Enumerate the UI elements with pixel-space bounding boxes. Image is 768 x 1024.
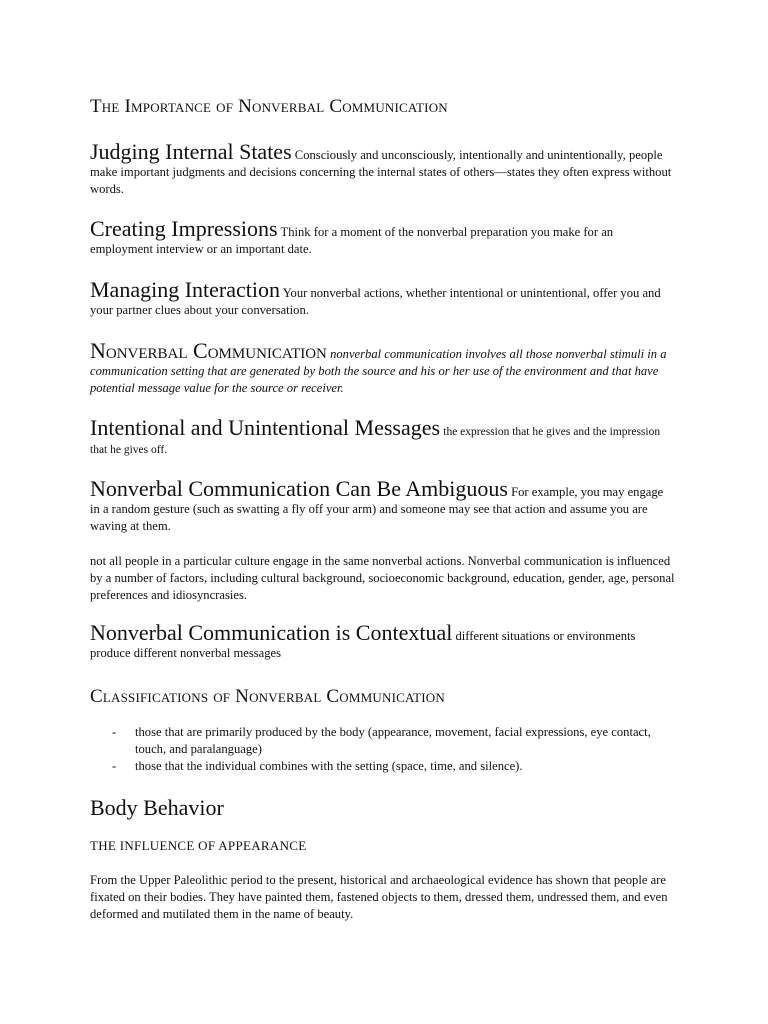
section-text: different situations or environments produce different nonverbal messages [90, 629, 636, 660]
section-intentional [90, 417, 675, 459]
section-text: Consciously and unconsciously, intentionally and unintentionally, people make important judgments and decisions concerning the internal states of others—states they often express without words. [90, 148, 672, 196]
body-behavior-heading: Body Behavior [90, 795, 224, 820]
section-heading: Managing Interaction [90, 277, 280, 302]
doc-title: The Importance of Nonverbal Communication [90, 96, 448, 117]
appearance-heading: THE INFLUENCE OF APPEARANCE [90, 838, 307, 853]
classifications-block [90, 686, 675, 775]
section-heading: Intentional and Unintentional Messages [90, 415, 441, 440]
section-heading: Nonverbal Communication is Contextual [90, 620, 453, 645]
list-item-text: those that are primarily produced by the body (appearance, movement, facial expressions, eye contact, touch, and paralanguage) [135, 725, 651, 756]
list-item-text: those that the individual combines with the setting (space, time, and silence). [135, 759, 523, 773]
section-text: Think for a moment of the nonverbal preparation you make for an employment interview or an important date. [90, 225, 614, 256]
appearance-block [90, 838, 675, 923]
section-ambiguous [90, 478, 675, 535]
section-heading: Judging Internal States [90, 139, 292, 164]
dash-bullet: - [112, 759, 117, 773]
classifications-list [90, 724, 675, 775]
list-item [90, 724, 675, 758]
dash-bullet: - [112, 725, 117, 739]
paragraph: not all people in a particular culture engage in the same nonverbal actions. Nonverbal communication is influenced by a number of factors, including cultural background, socioeconomic background, education, gender, age, personal preferences and idiosyncrasies. [90, 554, 675, 602]
ambiguous-followup [90, 553, 675, 604]
section-text: the expression that he gives and the impression that he gives off. [90, 426, 661, 456]
doc-title-block [90, 96, 675, 118]
appearance-text: From the Upper Paleolithic period to the present, historical and archaeological evidence has shown that people are fixated on their bodies. They have painted them, fastened objects to them, dressed them, undressed them, and even deformed and mutilated them in the name of beauty. [90, 873, 668, 921]
body-behavior-block [90, 795, 675, 821]
section-definition [90, 340, 675, 397]
section-contextual [90, 622, 675, 662]
section-text: Your nonverbal actions, whether intentional or unintentional, offer you and your partner clues about your conversation. [90, 286, 661, 317]
definition-text: nonverbal communication involves all those nonverbal stimuli in a communication setting that are generated by both the source and his or her use of the environment and that have potential message value for the source or receiver. [90, 347, 667, 395]
definition-heading: Nonverbal Communication [90, 338, 327, 363]
classifications-heading: Classifications of Nonverbal Communication [90, 686, 445, 707]
section-heading: Creating Impressions [90, 216, 278, 241]
section-text: For example, you may engage in a random gesture (such as swatting a fly off your arm) and someone may see that action and assume you are waving at them. [90, 485, 664, 533]
section-impressions [90, 218, 675, 258]
section-judging [90, 141, 675, 198]
section-managing [90, 279, 675, 319]
section-heading: Nonverbal Communication Can Be Ambiguous [90, 476, 508, 501]
list-item [90, 758, 675, 775]
